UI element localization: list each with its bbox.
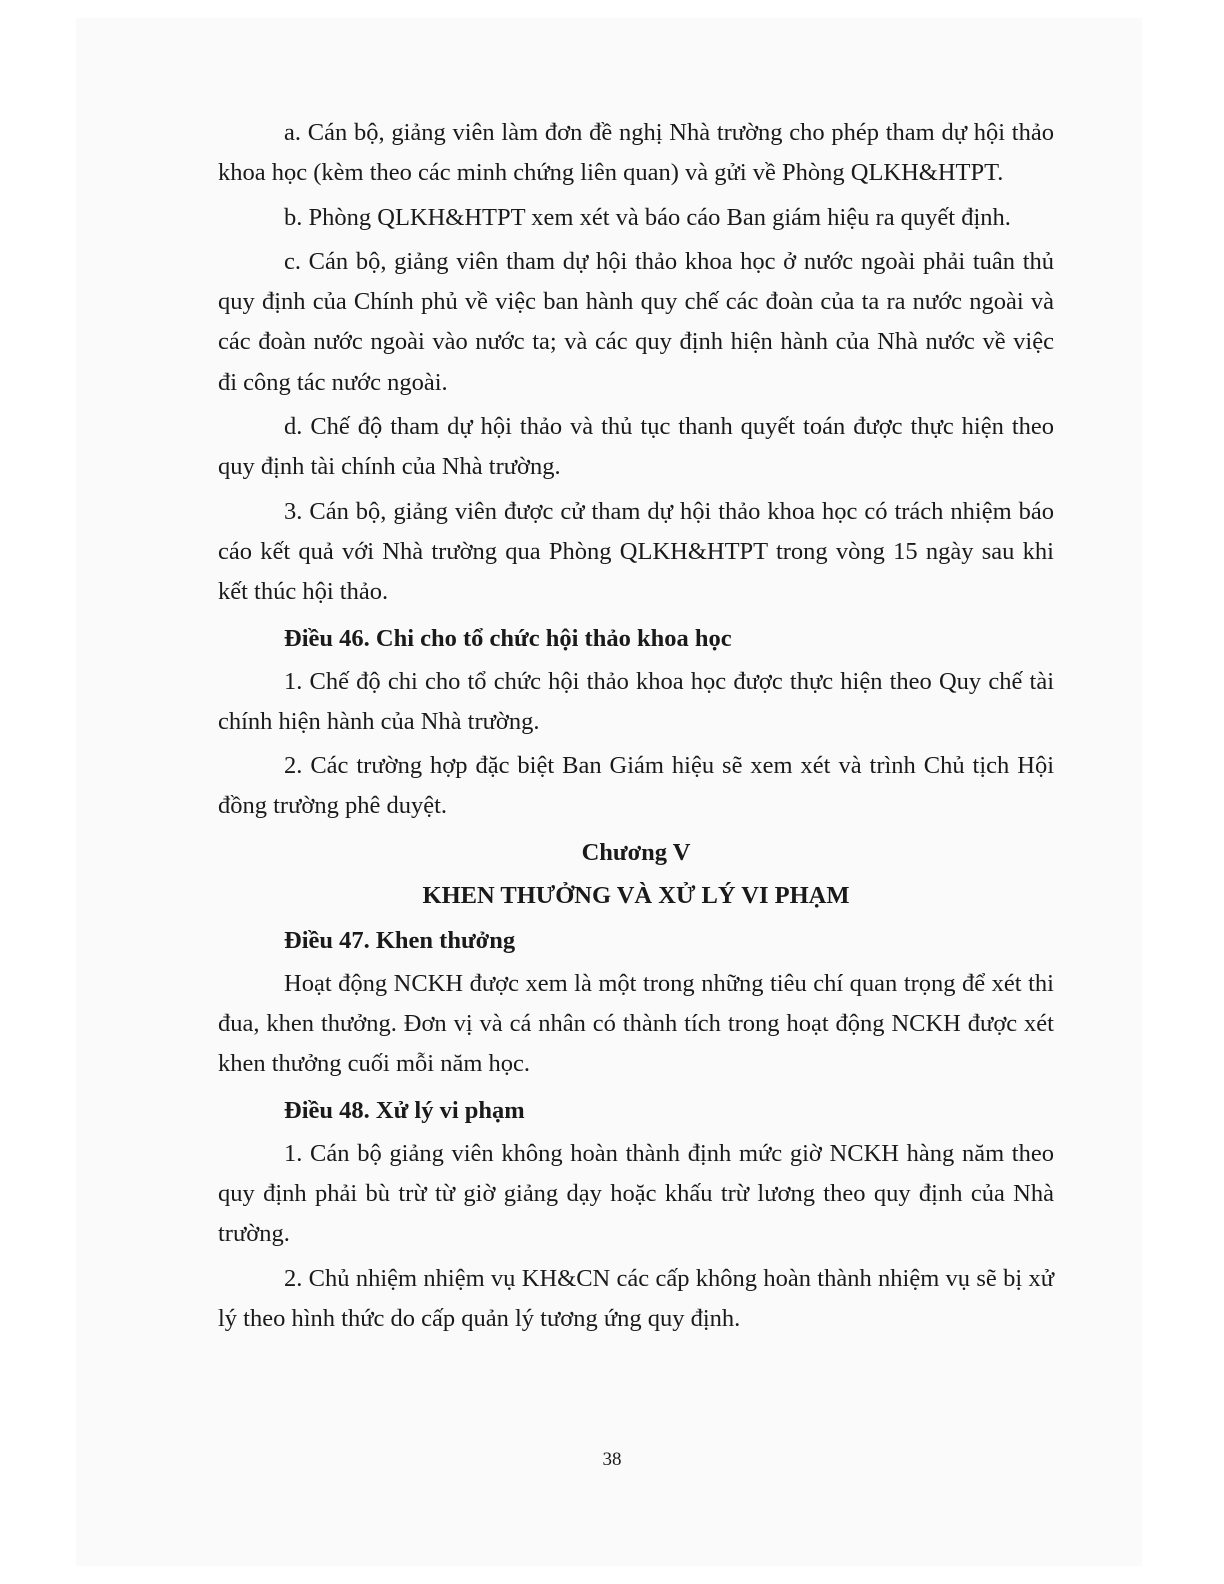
paragraph-2a: a. Cán bộ, giảng viên làm đơn đề nghị Nhà trường cho phép tham dự hội thảo khoa học (kèm theo các minh chứng liên quan) và gửi về Phòng QLKH&HTPT. (218, 119, 1054, 187)
article-47-paragraph: Hoạt động NCKH được xem là một trong những tiêu chí quan trọng để xét thi đua, khen thưởng. Đơn vị và cá nhân có thành tích trong hoạt động NCKH được xét khen thưởng cuối mỗi năm học. (218, 969, 1054, 1078)
chapter-title: KHEN THƯỞNG VÀ XỬ LÝ VI PHẠM (422, 881, 850, 909)
article-47-heading: Điều 47. Khen thưởng (284, 926, 516, 954)
chapter-number: Chương V (581, 838, 691, 866)
paragraph-2b: b. Phòng QLKH&HTPT xem xét và báo cáo Ban giám hiệu ra quyết định. (284, 203, 1011, 231)
article-46-paragraph-2: 2. Các trường hợp đặc biệt Ban Giám hiệu sẽ xem xét và trình Chủ tịch Hội đồng trường phê duyệt. (218, 752, 1054, 820)
article-48-heading: Điều 48. Xử lý vi phạm (284, 1096, 525, 1124)
article-46-heading: Điều 46. Chi cho tổ chức hội thảo khoa học (284, 624, 732, 652)
article-48-paragraph-2: 2. Chủ nhiệm nhiệm vụ KH&CN các cấp không hoàn thành nhiệm vụ sẽ bị xử lý theo hình thức do cấp quản lý tương ứng quy định. (218, 1264, 1054, 1332)
document-body (218, 113, 1054, 1343)
paragraph-2d: d. Chế độ tham dự hội thảo và thủ tục thanh quyết toán được thực hiện theo quy định tài chính của Nhà trường. (218, 413, 1054, 481)
page-number: 38 (602, 1449, 622, 1470)
paragraph-2c: c. Cán bộ, giảng viên tham dự hội thảo khoa học ở nước ngoài phải tuân thủ quy định của Chính phủ về việc ban hành quy chế các đoàn của ta ra nước ngoài và các đoàn nước ngoài vào nước ta; và các quy định hiện hành của Nhà nước về việc đi công tác nước ngoài. (218, 247, 1054, 396)
paragraph-3: 3. Cán bộ, giảng viên được cử tham dự hội thảo khoa học có trách nhiệm báo cáo kết quả với Nhà trường qua Phòng QLKH&HTPT trong vòng 15 ngày sau khi kết thúc hội thảo. (218, 497, 1054, 606)
article-46-paragraph-1: 1. Chế độ chi cho tổ chức hội thảo khoa học được thực hiện theo Quy chế tài chính hiện hành của Nhà trường. (218, 667, 1054, 735)
article-48-paragraph-1: 1. Cán bộ giảng viên không hoàn thành định mức giờ NCKH hàng năm theo quy định phải bù trừ từ giờ giảng dạy hoặc khấu trừ lương theo quy định của Nhà trường. (218, 1139, 1054, 1248)
